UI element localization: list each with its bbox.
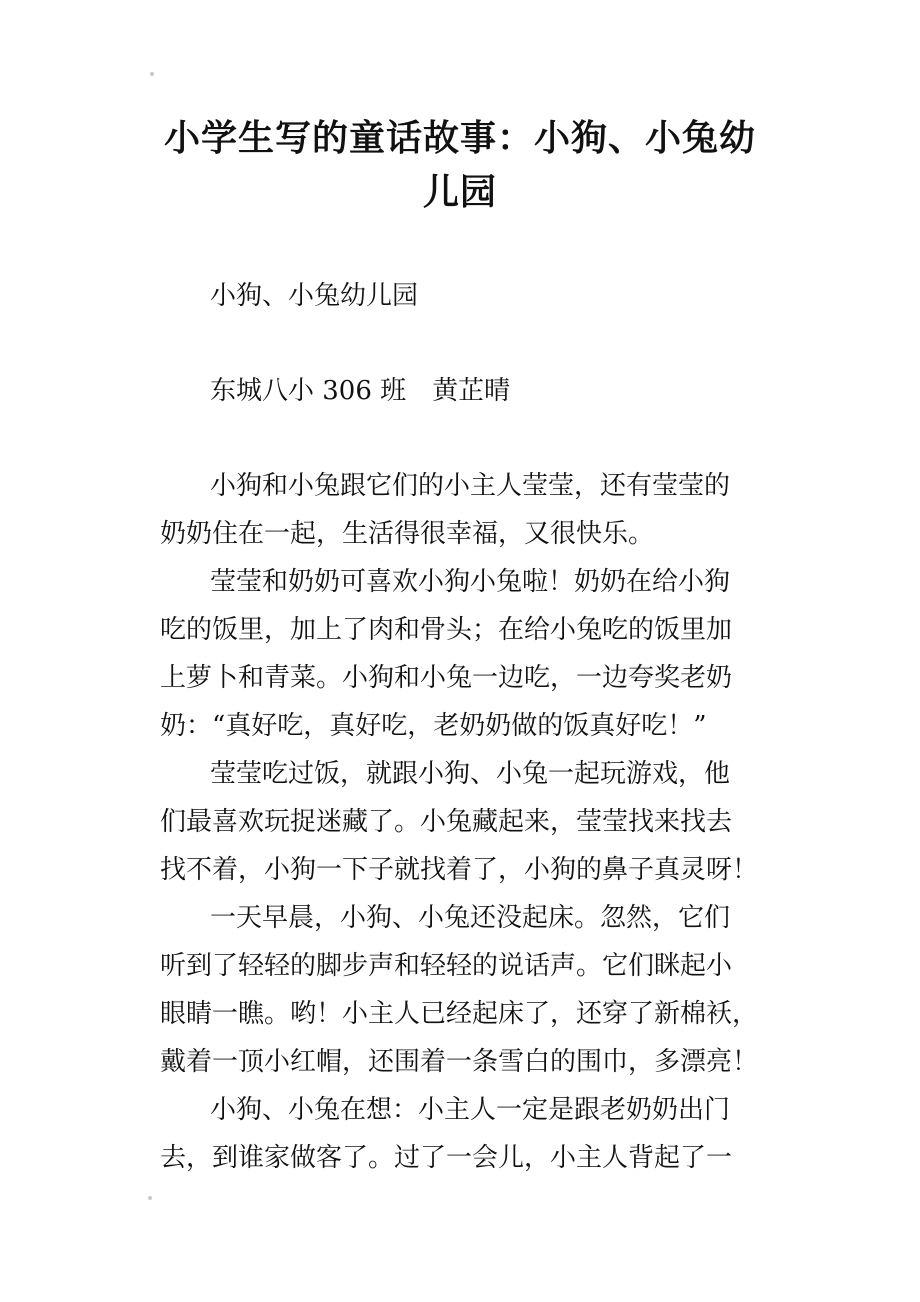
title-line-1: 小学生写的童话故事：小狗、小兔幼 — [163, 118, 756, 159]
paragraph-line: 眼睛一瞧。哟！小主人已经起床了，还穿了新棉袄， — [160, 999, 759, 1029]
paragraph-line: 莹莹吃过饭，就跟小狗、小兔一起玩游戏，他 — [210, 759, 731, 789]
paragraph-line: 戴着一顶小红帽，还围着一条雪白的围巾，多漂亮！ — [160, 1047, 759, 1077]
paragraph-line: 们最喜欢玩捉迷藏了。小兔藏起来，莹莹找来找去 — [160, 807, 733, 837]
paragraph-line: 小狗、小兔在想：小主人一定是跟老奶奶出门 — [210, 1095, 731, 1125]
scan-mark-top — [150, 72, 154, 76]
scan-mark-bottom — [148, 1196, 152, 1200]
page-title — [110, 112, 810, 220]
paragraph-line: 奶：“真好吃，真好吃，老奶奶做的饭真好吃！” — [160, 711, 707, 741]
paragraph-line: 上萝卜和青菜。小狗和小兔一边吃，一边夸奖老奶 — [160, 663, 733, 693]
paragraph-line: 去，到谁家做客了。过了一会儿，小主人背起了一 — [160, 1143, 733, 1173]
paragraph-line: 奶奶住在一起，生活得很幸福，又很快乐。 — [160, 519, 655, 549]
paragraph-line: 小狗和小兔跟它们的小主人莹莹，还有莹莹的 — [210, 471, 731, 501]
paragraph-line: 一天早晨，小狗、小兔还没起床。忽然，它们 — [210, 903, 731, 933]
story-body — [160, 272, 780, 1182]
paragraph-line: 莹莹和奶奶可喜欢小狗小兔啦！奶奶在给小狗 — [210, 567, 731, 597]
story-subtitle: 小狗、小兔幼儿园 — [210, 281, 419, 311]
paragraph-line: 找不着，小狗一下子就找着了，小狗的鼻子真灵呀！ — [160, 855, 759, 885]
title-line-2: 儿园 — [422, 172, 497, 213]
paragraph-line: 吃的饭里，加上了肉和骨头；在给小兔吃的饭里加 — [160, 615, 733, 645]
paragraph-line: 听到了轻轻的脚步声和轻轻的说话声。它们眯起小 — [160, 951, 733, 981]
story-author: 东城八小 306 班 黄芷晴 — [210, 376, 511, 406]
